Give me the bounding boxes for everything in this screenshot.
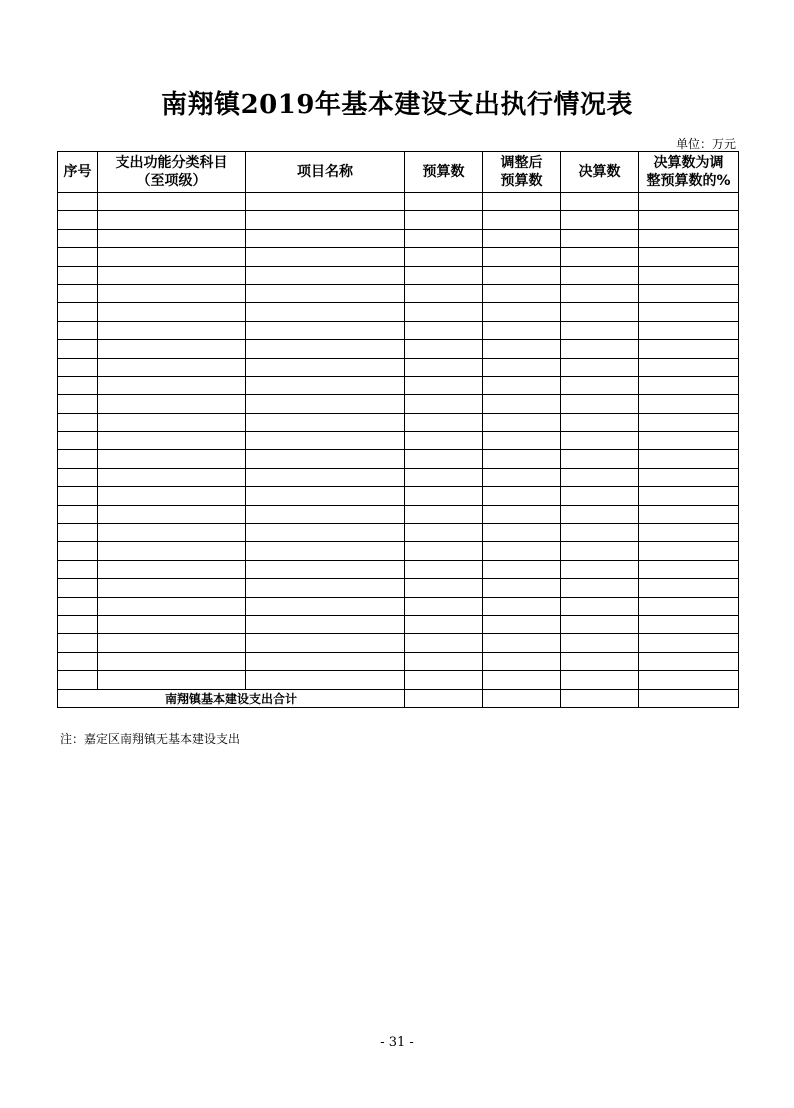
table-cell — [58, 413, 98, 431]
table-cell — [246, 211, 405, 229]
table-cell — [483, 376, 561, 394]
table-cell — [639, 413, 739, 431]
table-cell — [639, 542, 739, 560]
page-number: - 31 - — [380, 1035, 414, 1050]
table-cell — [639, 193, 739, 211]
table-cell — [639, 579, 739, 597]
table-cell — [246, 450, 405, 468]
table-cell — [58, 266, 98, 284]
table-cell — [58, 321, 98, 339]
table-cell — [561, 671, 639, 689]
expenditure-table — [57, 151, 739, 708]
table-cell — [98, 266, 246, 284]
table-cell — [483, 505, 561, 523]
header-category-line1: 支出功能分类科目 — [115, 155, 228, 171]
header-adjusted-line1: 调整后 — [500, 155, 543, 171]
table-cell — [639, 340, 739, 358]
table-cell — [561, 487, 639, 505]
table-cell — [98, 671, 246, 689]
table-cell — [639, 284, 739, 302]
table-cell — [98, 542, 246, 560]
total-adjusted-cell — [483, 689, 561, 707]
table-cell — [561, 376, 639, 394]
table-cell — [405, 542, 483, 560]
table-cell — [483, 615, 561, 633]
header-adjusted-budget — [483, 152, 561, 193]
header-final: 决算数 — [561, 152, 639, 193]
table-cell — [98, 560, 246, 578]
table-cell — [98, 450, 246, 468]
table-cell — [639, 524, 739, 542]
table-cell — [639, 211, 739, 229]
table-row — [58, 284, 739, 302]
table-cell — [639, 671, 739, 689]
table-cell — [483, 229, 561, 247]
table-cell — [483, 542, 561, 560]
table-cell — [246, 579, 405, 597]
table-row — [58, 211, 739, 229]
table-cell — [246, 340, 405, 358]
unit-label: 单位：万元 — [675, 137, 736, 151]
table-cell — [639, 432, 739, 450]
table-header-row — [58, 152, 739, 193]
table-cell — [561, 450, 639, 468]
table-cell — [483, 634, 561, 652]
table-cell — [561, 634, 639, 652]
table-cell — [246, 615, 405, 633]
table-cell — [405, 248, 483, 266]
table-cell — [58, 303, 98, 321]
table-cell — [98, 413, 246, 431]
table-cell — [639, 634, 739, 652]
table-cell — [58, 284, 98, 302]
table-cell — [246, 634, 405, 652]
table-cell — [246, 560, 405, 578]
table-body — [58, 193, 739, 690]
table-row — [58, 193, 739, 211]
table-cell — [561, 468, 639, 486]
header-adjusted-line2: 预算数 — [500, 173, 543, 189]
table-cell — [246, 284, 405, 302]
table-cell — [639, 450, 739, 468]
table-cell — [98, 615, 246, 633]
header-budget: 预算数 — [405, 152, 483, 193]
table-cell — [639, 229, 739, 247]
table-cell — [246, 524, 405, 542]
table-cell — [483, 211, 561, 229]
table-cell — [98, 634, 246, 652]
table-cell — [58, 450, 98, 468]
table-cell — [246, 413, 405, 431]
table-cell — [561, 266, 639, 284]
table-cell — [561, 340, 639, 358]
table-cell — [561, 284, 639, 302]
table-cell — [98, 597, 246, 615]
table-cell — [405, 579, 483, 597]
table-cell — [246, 303, 405, 321]
table-cell — [561, 597, 639, 615]
table-cell — [483, 340, 561, 358]
table-cell — [58, 211, 98, 229]
table-cell — [405, 597, 483, 615]
table-cell — [405, 395, 483, 413]
table-row — [58, 615, 739, 633]
table-cell — [483, 413, 561, 431]
table-cell — [639, 487, 739, 505]
table-cell — [246, 358, 405, 376]
total-final-cell — [561, 689, 639, 707]
table-cell — [405, 615, 483, 633]
table-cell — [405, 652, 483, 670]
table-cell — [246, 652, 405, 670]
table-cell — [58, 524, 98, 542]
table-cell — [246, 193, 405, 211]
table-cell — [561, 193, 639, 211]
table-cell — [98, 524, 246, 542]
table-cell — [483, 266, 561, 284]
table-cell — [405, 229, 483, 247]
table-cell — [246, 542, 405, 560]
table-cell — [246, 321, 405, 339]
table-cell — [405, 432, 483, 450]
table-cell — [483, 597, 561, 615]
table-cell — [483, 487, 561, 505]
table-cell — [483, 579, 561, 597]
table-cell — [246, 376, 405, 394]
table-cell — [639, 505, 739, 523]
table-cell — [639, 468, 739, 486]
table-row — [58, 395, 739, 413]
table-cell — [98, 358, 246, 376]
table-cell — [246, 248, 405, 266]
table-cell — [98, 468, 246, 486]
table-cell — [483, 560, 561, 578]
table-row — [58, 248, 739, 266]
table-cell — [98, 579, 246, 597]
table-row — [58, 303, 739, 321]
table-cell — [58, 560, 98, 578]
table-cell — [246, 468, 405, 486]
table-cell — [561, 211, 639, 229]
total-label: 南翔镇基本建设支出合计 — [58, 689, 405, 707]
table-row — [58, 579, 739, 597]
table-cell — [561, 395, 639, 413]
table-cell — [561, 303, 639, 321]
table-cell — [405, 321, 483, 339]
table-row — [58, 524, 739, 542]
table-cell — [483, 652, 561, 670]
table-cell — [405, 303, 483, 321]
table-cell — [246, 432, 405, 450]
table-cell — [98, 248, 246, 266]
table-row — [58, 229, 739, 247]
table-cell — [58, 652, 98, 670]
table-cell — [483, 395, 561, 413]
table-cell — [483, 303, 561, 321]
table-cell — [561, 615, 639, 633]
total-row — [58, 689, 739, 707]
table-cell — [98, 395, 246, 413]
table-cell — [639, 615, 739, 633]
header-seq: 序号 — [58, 152, 98, 193]
table-row — [58, 432, 739, 450]
table-cell — [405, 211, 483, 229]
table-cell — [405, 340, 483, 358]
table-cell — [58, 229, 98, 247]
table-cell — [561, 524, 639, 542]
table-cell — [58, 671, 98, 689]
table-row — [58, 542, 739, 560]
table-cell — [483, 524, 561, 542]
table-cell — [561, 229, 639, 247]
table-row — [58, 266, 739, 284]
table-cell — [561, 321, 639, 339]
table-cell — [58, 193, 98, 211]
table-cell — [98, 193, 246, 211]
table-cell — [58, 615, 98, 633]
table-cell — [98, 376, 246, 394]
table-cell — [98, 652, 246, 670]
total-pct-cell — [639, 689, 739, 707]
table-cell — [58, 358, 98, 376]
table-cell — [639, 248, 739, 266]
table-cell — [561, 542, 639, 560]
table-row — [58, 468, 739, 486]
table-cell — [98, 284, 246, 302]
table-cell — [246, 505, 405, 523]
table-cell — [483, 671, 561, 689]
table-cell — [58, 542, 98, 560]
table-cell — [561, 358, 639, 376]
table-cell — [561, 579, 639, 597]
table-cell — [246, 597, 405, 615]
table-row — [58, 376, 739, 394]
table-cell — [483, 248, 561, 266]
table-row — [58, 505, 739, 523]
table-cell — [58, 395, 98, 413]
table-cell — [58, 597, 98, 615]
table-cell — [98, 340, 246, 358]
table-cell — [483, 284, 561, 302]
table-cell — [405, 468, 483, 486]
table-row — [58, 340, 739, 358]
table-cell — [98, 229, 246, 247]
table-cell — [58, 579, 98, 597]
table-row — [58, 413, 739, 431]
header-pct-line2: 整预算数的% — [646, 173, 731, 189]
table-cell — [405, 671, 483, 689]
table-cell — [405, 560, 483, 578]
total-budget-cell — [405, 689, 483, 707]
table-row — [58, 321, 739, 339]
table-cell — [639, 321, 739, 339]
table-cell — [483, 432, 561, 450]
table-cell — [405, 358, 483, 376]
table-cell — [58, 340, 98, 358]
table-row — [58, 671, 739, 689]
table-cell — [405, 193, 483, 211]
table-cell — [639, 652, 739, 670]
table-cell — [639, 560, 739, 578]
table-cell — [98, 487, 246, 505]
table-cell — [246, 229, 405, 247]
table-cell — [405, 284, 483, 302]
table-cell — [98, 505, 246, 523]
header-percentage — [639, 152, 739, 193]
table-cell — [246, 395, 405, 413]
header-category-line2: （至项级） — [136, 173, 207, 189]
table-cell — [58, 634, 98, 652]
table-cell — [561, 652, 639, 670]
table-cell — [483, 321, 561, 339]
table-cell — [561, 560, 639, 578]
table-cell — [405, 487, 483, 505]
header-category — [98, 152, 246, 193]
table-cell — [405, 524, 483, 542]
table-row — [58, 487, 739, 505]
table-cell — [246, 487, 405, 505]
table-cell — [58, 505, 98, 523]
table-cell — [561, 413, 639, 431]
table-cell — [483, 358, 561, 376]
table-cell — [98, 211, 246, 229]
table-cell — [98, 303, 246, 321]
table-cell — [58, 248, 98, 266]
table-row — [58, 634, 739, 652]
table-cell — [58, 432, 98, 450]
table-cell — [58, 376, 98, 394]
table-cell — [58, 487, 98, 505]
table-cell — [58, 468, 98, 486]
table-row — [58, 450, 739, 468]
table-cell — [483, 468, 561, 486]
table-cell — [561, 505, 639, 523]
footnote: 注：嘉定区南翔镇无基本建设支出 — [60, 732, 241, 746]
header-project: 项目名称 — [246, 152, 405, 193]
table-cell — [639, 376, 739, 394]
table-cell — [246, 671, 405, 689]
table-cell — [98, 432, 246, 450]
table-cell — [405, 450, 483, 468]
table-cell — [405, 266, 483, 284]
table-cell — [561, 248, 639, 266]
table-cell — [405, 634, 483, 652]
table-cell — [639, 597, 739, 615]
page-title: 南翔镇2019年基本建设支出执行情况表 — [161, 90, 633, 120]
table-row — [58, 597, 739, 615]
table-cell — [483, 193, 561, 211]
table-cell — [639, 303, 739, 321]
table-cell — [561, 432, 639, 450]
header-pct-line1: 决算数为调 — [653, 155, 724, 171]
table-cell — [98, 321, 246, 339]
table-row — [58, 652, 739, 670]
table-cell — [405, 376, 483, 394]
table-cell — [639, 358, 739, 376]
table-row — [58, 358, 739, 376]
table-cell — [639, 395, 739, 413]
table-row — [58, 560, 739, 578]
table-cell — [483, 450, 561, 468]
table-cell — [405, 413, 483, 431]
table-cell — [405, 505, 483, 523]
table-cell — [639, 266, 739, 284]
table-cell — [246, 266, 405, 284]
